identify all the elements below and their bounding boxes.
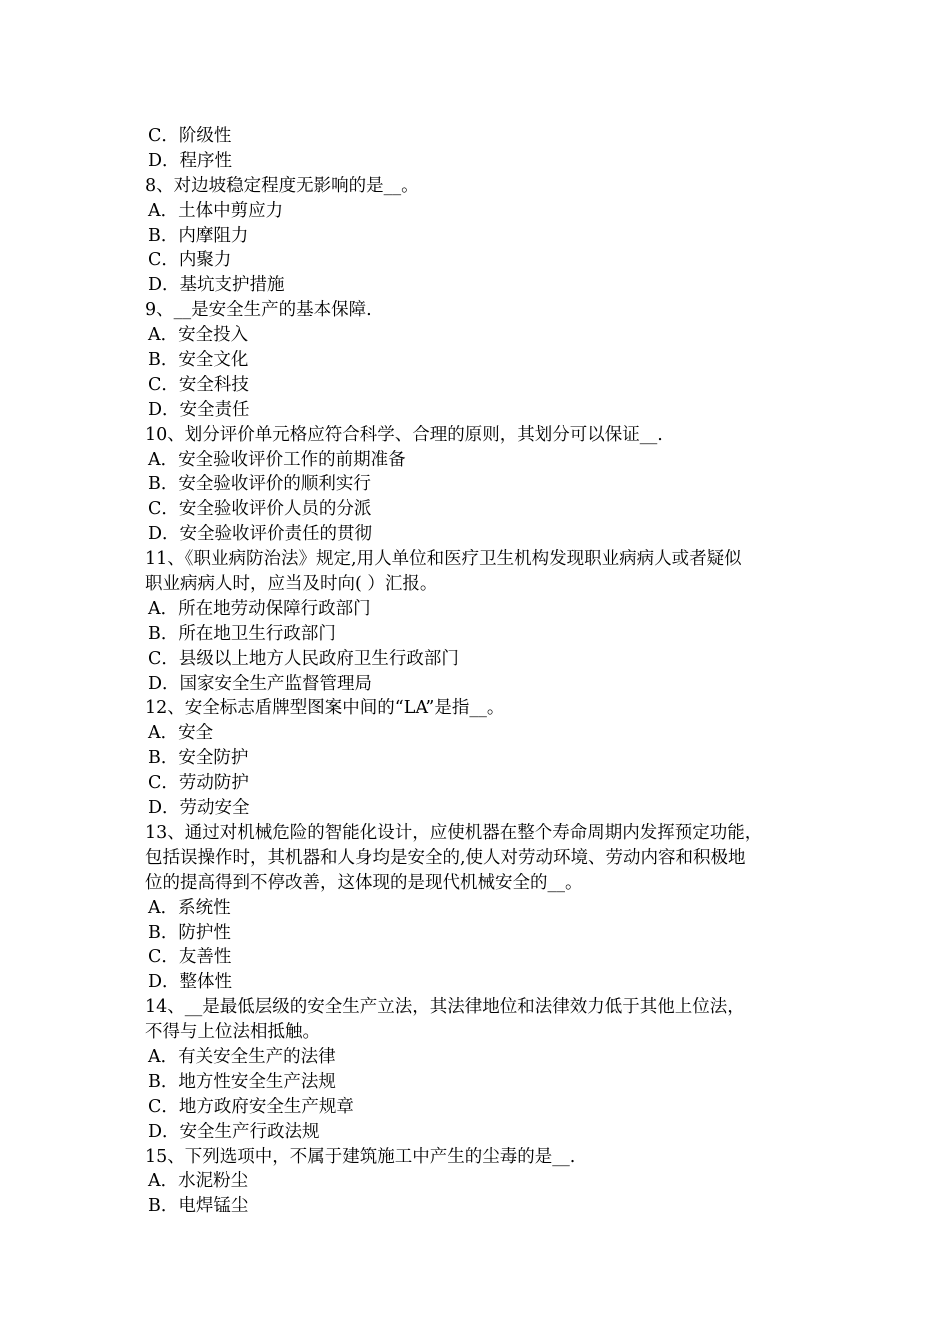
- answer-option: B．电焊锰尘: [148, 1196, 249, 1217]
- answer-option: A．水泥粉尘: [148, 1171, 249, 1192]
- answer-option: B．安全文化: [148, 350, 249, 371]
- answer-option: A．有关安全生产的法律: [148, 1046, 336, 1067]
- answer-option: C．劳动防护: [148, 773, 249, 794]
- answer-option: C．内聚力: [148, 250, 232, 271]
- question-text: 包括误操作时，其机器和人身均是安全的,使人对劳动环境、劳动内容和积极地: [145, 847, 746, 868]
- question-text: 8、对边坡稳定程度无影响的是__。: [145, 175, 419, 196]
- question-text: 10、划分评价单元格应符合科学、合理的原则，其划分可以保证__.: [145, 424, 663, 445]
- answer-option: C．安全科技: [148, 374, 249, 395]
- answer-option: A．土体中剪应力: [148, 200, 284, 221]
- question-text: 9、__是安全生产的基本保障.: [145, 300, 372, 321]
- question-text: 14、__是最低层级的安全生产立法，其法律地位和法律效力低于其他上位法，: [145, 997, 745, 1018]
- answer-option: D．程序性: [148, 150, 233, 171]
- document-body: [145, 124, 825, 1219]
- question-text: 11、《职业病防治法》规定,用人单位和医疗卫生机构发现职业病病人或者疑似: [145, 549, 742, 570]
- answer-option: C．友善性: [148, 947, 232, 968]
- question-text: 12、安全标志盾牌型图案中间的“LA”是指__。: [145, 698, 505, 719]
- question-text: 不得与上位法相抵触。: [145, 1022, 320, 1043]
- answer-option: C．县级以上地方人民政府卫生行政部门: [148, 648, 459, 669]
- answer-option: D．安全验收评价责任的贯彻: [148, 524, 373, 545]
- question-text: 位的提高得到不停改善，这体现的是现代机械安全的__。: [145, 872, 583, 893]
- answer-option: B．防护性: [148, 922, 231, 943]
- answer-option: A．系统性: [148, 897, 231, 918]
- answer-option: A．所在地劳动保障行政部门: [148, 598, 371, 619]
- answer-option: B．所在地卫生行政部门: [148, 623, 336, 644]
- answer-option: D．整体性: [148, 972, 233, 993]
- answer-option: D．安全生产行政法规: [148, 1121, 320, 1142]
- question-text: 13、通过对机械危险的智能化设计，应使机器在整个寿命周期内发挥预定功能，: [145, 822, 763, 843]
- answer-option: A．安全投入: [148, 325, 249, 346]
- document-page: [145, 124, 825, 1219]
- answer-option: B．地方性安全生产法规: [148, 1071, 336, 1092]
- answer-option: B．内摩阻力: [148, 225, 249, 246]
- answer-option: A．安全: [148, 723, 214, 744]
- answer-option: D．安全责任: [148, 399, 250, 420]
- answer-option: D．劳动安全: [148, 798, 250, 819]
- answer-option: C．安全验收评价人员的分派: [148, 499, 372, 520]
- answer-option: D．国家安全生产监督管理局: [148, 673, 373, 694]
- answer-option: B．安全防护: [148, 748, 249, 769]
- answer-option: C．地方政府安全生产规章: [148, 1096, 354, 1117]
- answer-option: A．安全验收评价工作的前期准备: [148, 449, 406, 470]
- answer-option: C．阶级性: [148, 126, 232, 146]
- question-text: 15、下列选项中，不属于建筑施工中产生的尘毒的是__.: [145, 1146, 576, 1167]
- answer-option: D．基坑支护措施: [148, 275, 285, 296]
- answer-option: B．安全验收评价的顺利实行: [148, 474, 371, 495]
- question-text: 职业病病人时，应当及时向( ）汇报。: [145, 574, 438, 595]
